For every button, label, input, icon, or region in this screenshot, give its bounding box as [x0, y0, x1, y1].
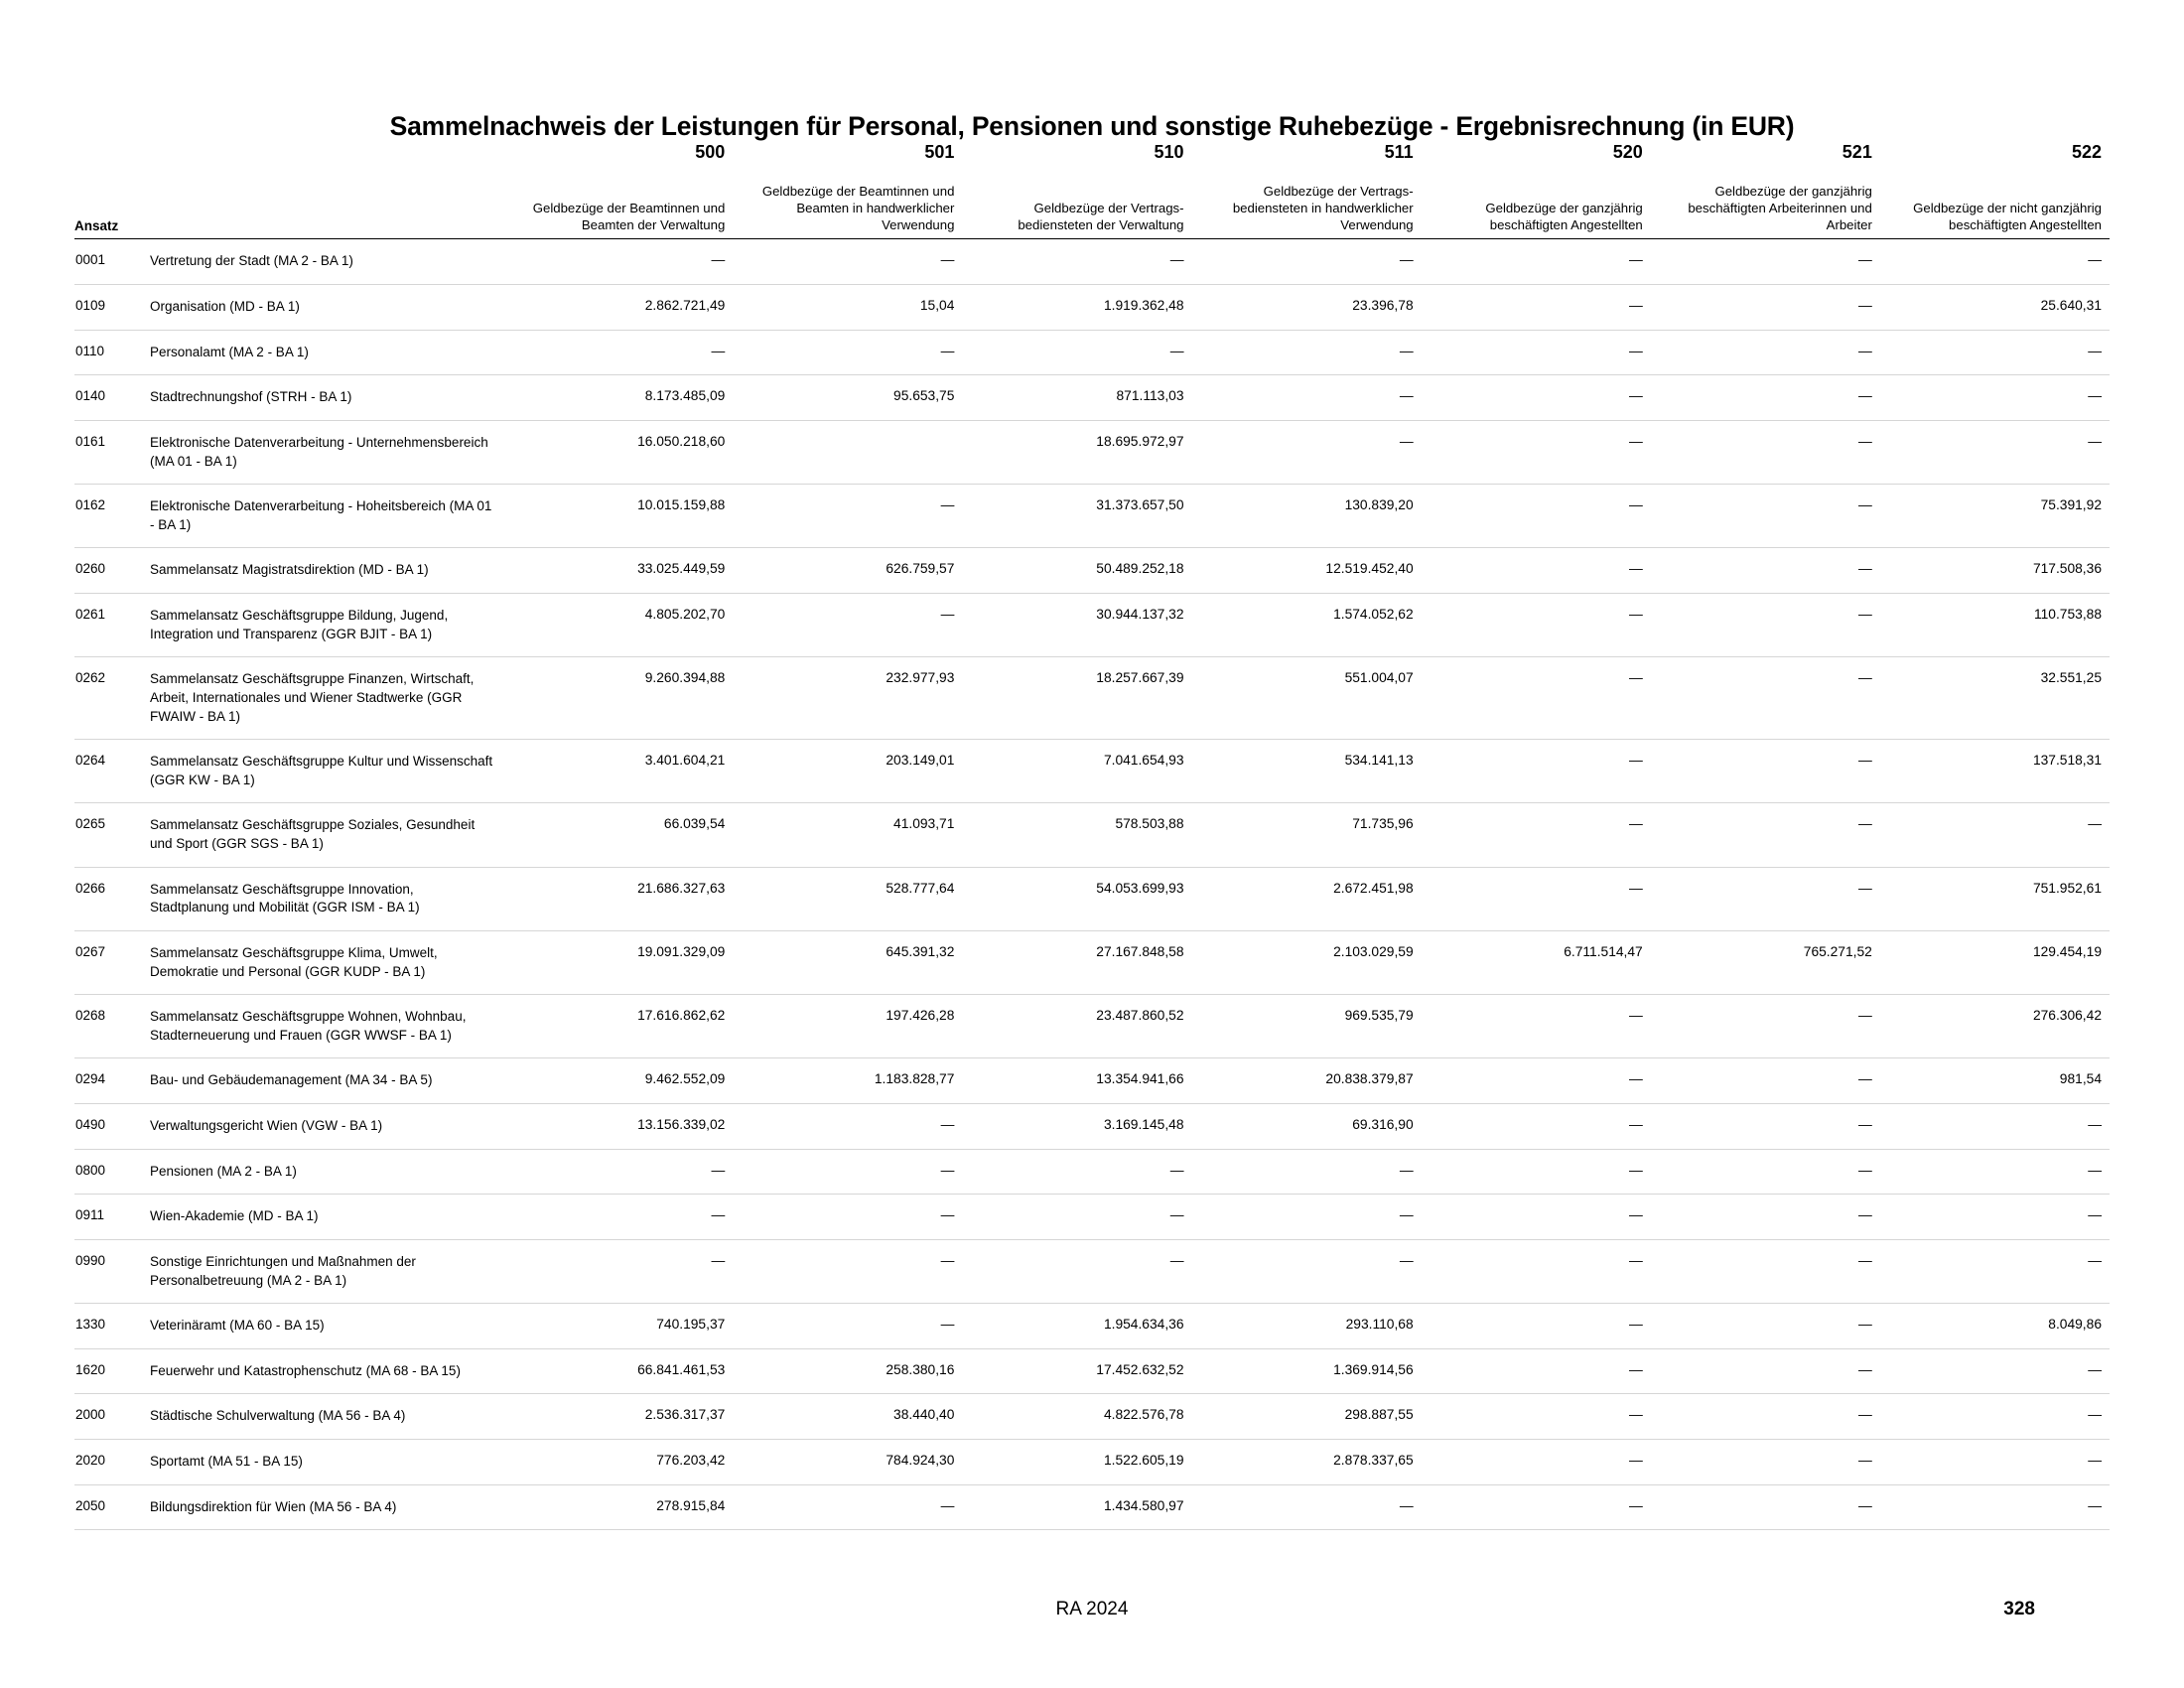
- row-description: Sammelansatz Geschäftsgruppe Finanzen, Wirtschaft, Arbeit, Internationales und Wiener Stadtwerke (GGR FWAIW - BA 1): [136, 657, 503, 740]
- row-value-520: —: [1422, 239, 1651, 285]
- row-value-511: 293.110,68: [1192, 1304, 1422, 1349]
- row-value-521: —: [1651, 1058, 1880, 1104]
- column-header-ansatz: Ansatz: [74, 183, 136, 239]
- row-description: Sammelansatz Magistratsdirektion (MD - BA 1): [136, 548, 503, 594]
- row-value-510: —: [962, 1149, 1191, 1195]
- row-value-520: —: [1422, 594, 1651, 657]
- row-description: Feuerwehr und Katastrophenschutz (MA 68 - BA 15): [136, 1348, 503, 1394]
- row-value-501: —: [733, 239, 962, 285]
- table-row: [74, 930, 2110, 994]
- column-header-522: Geldbezüge der nicht ganzjährig beschäftigten Angestellten: [1880, 183, 2110, 239]
- row-ansatz: 0911: [74, 1195, 136, 1240]
- row-value-522: —: [1880, 1394, 2110, 1440]
- row-value-510: —: [962, 1195, 1191, 1240]
- row-value-510: —: [962, 1239, 1191, 1303]
- footer-label: RA 2024: [1055, 1599, 1129, 1619]
- row-value-500: 10.015.159,88: [503, 485, 733, 548]
- row-value-501: 232.977,93: [733, 657, 962, 740]
- row-value-522: —: [1880, 1440, 2110, 1485]
- row-value-510: 30.944.137,32: [962, 594, 1191, 657]
- row-value-500: 33.025.449,59: [503, 548, 733, 594]
- table-header: [74, 142, 2110, 239]
- row-value-522: —: [1880, 330, 2110, 375]
- table-row: [74, 1440, 2110, 1485]
- row-ansatz: 2050: [74, 1484, 136, 1530]
- row-value-501: —: [733, 1104, 962, 1150]
- row-description: Sammelansatz Geschäftsgruppe Soziales, Gesundheit und Sport (GGR SGS - BA 1): [136, 803, 503, 867]
- row-value-521: —: [1651, 330, 1880, 375]
- row-value-520: —: [1422, 1394, 1651, 1440]
- row-value-510: 54.053.699,93: [962, 867, 1191, 930]
- row-description: Städtische Schulverwaltung (MA 56 - BA 4): [136, 1394, 503, 1440]
- row-value-520: —: [1422, 548, 1651, 594]
- row-value-510: 1.954.634,36: [962, 1304, 1191, 1349]
- row-value-521: —: [1651, 285, 1880, 331]
- table-row: [74, 803, 2110, 867]
- row-value-501: —: [733, 594, 962, 657]
- row-value-510: 871.113,03: [962, 375, 1191, 421]
- row-value-511: 23.396,78: [1192, 285, 1422, 331]
- row-value-500: 9.260.394,88: [503, 657, 733, 740]
- row-value-522: 8.049,86: [1880, 1304, 2110, 1349]
- row-ansatz: 0261: [74, 594, 136, 657]
- row-value-510: 50.489.252,18: [962, 548, 1191, 594]
- row-description: Organisation (MD - BA 1): [136, 285, 503, 331]
- row-value-520: —: [1422, 1304, 1651, 1349]
- row-value-501: 645.391,32: [733, 930, 962, 994]
- row-ansatz: 0162: [74, 485, 136, 548]
- row-value-500: 8.173.485,09: [503, 375, 733, 421]
- row-ansatz: 0990: [74, 1239, 136, 1303]
- row-value-511: 2.878.337,65: [1192, 1440, 1422, 1485]
- row-value-500: 776.203,42: [503, 1440, 733, 1485]
- row-value-511: 71.735,96: [1192, 803, 1422, 867]
- row-ansatz: 0110: [74, 330, 136, 375]
- row-value-500: 19.091.329,09: [503, 930, 733, 994]
- row-value-521: —: [1651, 803, 1880, 867]
- row-value-500: 9.462.552,09: [503, 1058, 733, 1104]
- row-value-522: —: [1880, 420, 2110, 484]
- row-value-520: —: [1422, 1348, 1651, 1394]
- row-value-510: 27.167.848,58: [962, 930, 1191, 994]
- row-value-511: —: [1192, 239, 1422, 285]
- table-body: [74, 239, 2110, 1530]
- row-value-522: 25.640,31: [1880, 285, 2110, 331]
- row-value-520: —: [1422, 1440, 1651, 1485]
- row-description: Sammelansatz Geschäftsgruppe Wohnen, Wohnbau, Stadterneuerung und Frauen (GGR WWSF - BA 1): [136, 995, 503, 1058]
- column-number-522: 522: [2071, 142, 2102, 162]
- row-value-521: —: [1651, 867, 1880, 930]
- row-value-522: —: [1880, 1149, 2110, 1195]
- row-value-520: —: [1422, 1058, 1651, 1104]
- row-value-511: —: [1192, 1149, 1422, 1195]
- row-ansatz: 0800: [74, 1149, 136, 1195]
- row-value-521: —: [1651, 657, 1880, 740]
- row-value-520: —: [1422, 420, 1651, 484]
- row-description: Sonstige Einrichtungen und Maßnahmen der Personalbetreuung (MA 2 - BA 1): [136, 1239, 503, 1303]
- table-row: [74, 239, 2110, 285]
- row-value-521: —: [1651, 375, 1880, 421]
- column-number-510: 510: [1154, 142, 1184, 162]
- row-ansatz: 0265: [74, 803, 136, 867]
- row-ansatz: 0490: [74, 1104, 136, 1150]
- table-row: [74, 330, 2110, 375]
- table-row: [74, 1195, 2110, 1240]
- row-value-500: —: [503, 1239, 733, 1303]
- table-row: [74, 740, 2110, 803]
- row-ansatz: 1620: [74, 1348, 136, 1394]
- row-value-522: —: [1880, 1484, 2110, 1530]
- row-value-501: —: [733, 1195, 962, 1240]
- row-value-510: —: [962, 330, 1191, 375]
- row-description: Sportamt (MA 51 - BA 15): [136, 1440, 503, 1485]
- row-value-522: —: [1880, 1195, 2110, 1240]
- row-description: Vertretung der Stadt (MA 2 - BA 1): [136, 239, 503, 285]
- row-value-500: —: [503, 330, 733, 375]
- row-value-522: 751.952,61: [1880, 867, 2110, 930]
- row-value-520: 6.711.514,47: [1422, 930, 1651, 994]
- column-number-row: [74, 142, 2110, 183]
- row-value-511: 1.574.052,62: [1192, 594, 1422, 657]
- table-row: [74, 867, 2110, 930]
- row-description: Veterinäramt (MA 60 - BA 15): [136, 1304, 503, 1349]
- row-value-500: —: [503, 239, 733, 285]
- row-value-500: 17.616.862,62: [503, 995, 733, 1058]
- row-value-511: 534.141,13: [1192, 740, 1422, 803]
- table-row: [74, 1394, 2110, 1440]
- row-value-521: —: [1651, 1394, 1880, 1440]
- row-value-522: 276.306,42: [1880, 995, 2110, 1058]
- row-value-501: 95.653,75: [733, 375, 962, 421]
- row-value-521: —: [1651, 1440, 1880, 1485]
- row-value-520: —: [1422, 1484, 1651, 1530]
- row-value-500: —: [503, 1149, 733, 1195]
- row-description: Verwaltungsgericht Wien (VGW - BA 1): [136, 1104, 503, 1150]
- row-value-522: —: [1880, 375, 2110, 421]
- row-value-521: —: [1651, 1304, 1880, 1349]
- column-number-500: 500: [695, 142, 726, 162]
- row-value-500: 13.156.339,02: [503, 1104, 733, 1150]
- row-value-520: —: [1422, 1149, 1651, 1195]
- row-description: Sammelansatz Geschäftsgruppe Innovation, Stadtplanung und Mobilität (GGR ISM - BA 1): [136, 867, 503, 930]
- row-value-522: —: [1880, 239, 2110, 285]
- row-value-500: 278.915,84: [503, 1484, 733, 1530]
- row-value-520: —: [1422, 1239, 1651, 1303]
- row-ansatz: 0266: [74, 867, 136, 930]
- row-value-520: —: [1422, 375, 1651, 421]
- table-row: [74, 1304, 2110, 1349]
- table-row: [74, 995, 2110, 1058]
- row-value-521: —: [1651, 548, 1880, 594]
- row-value-501: 784.924,30: [733, 1440, 962, 1485]
- row-value-511: 12.519.452,40: [1192, 548, 1422, 594]
- table-row: [74, 1348, 2110, 1394]
- row-value-522: 981,54: [1880, 1058, 2110, 1104]
- row-value-501: —: [733, 1484, 962, 1530]
- table-row: [74, 1239, 2110, 1303]
- row-description: Sammelansatz Geschäftsgruppe Klima, Umwelt, Demokratie und Personal (GGR KUDP - BA 1): [136, 930, 503, 994]
- row-value-501: 1.183.828,77: [733, 1058, 962, 1104]
- column-header-511: Geldbezüge der Vertrags-bediensteten in handwerklicher Verwendung: [1192, 183, 1422, 239]
- column-header-501: Geldbezüge der Beamtinnen und Beamten in handwerklicher Verwendung: [733, 183, 962, 239]
- column-header-500: Geldbezüge der Beamtinnen und Beamten der Verwaltung: [503, 183, 733, 239]
- row-value-522: —: [1880, 803, 2110, 867]
- row-value-522: 32.551,25: [1880, 657, 2110, 740]
- row-value-522: —: [1880, 1239, 2110, 1303]
- row-value-521: —: [1651, 420, 1880, 484]
- row-value-520: —: [1422, 657, 1651, 740]
- row-value-501: —: [733, 1149, 962, 1195]
- row-value-522: 137.518,31: [1880, 740, 2110, 803]
- row-value-511: 969.535,79: [1192, 995, 1422, 1058]
- row-value-520: —: [1422, 1104, 1651, 1150]
- row-value-510: 23.487.860,52: [962, 995, 1191, 1058]
- column-number-521: 521: [1842, 142, 1872, 162]
- row-value-511: —: [1192, 375, 1422, 421]
- table-row: [74, 375, 2110, 421]
- row-value-511: —: [1192, 1195, 1422, 1240]
- row-value-501: [733, 420, 962, 484]
- row-ansatz: 0264: [74, 740, 136, 803]
- row-value-501: 258.380,16: [733, 1348, 962, 1394]
- row-value-511: 298.887,55: [1192, 1394, 1422, 1440]
- table-row: [74, 548, 2110, 594]
- row-value-521: —: [1651, 1348, 1880, 1394]
- row-value-521: —: [1651, 1239, 1880, 1303]
- page-footer: [0, 1599, 2184, 1628]
- row-value-521: —: [1651, 1484, 1880, 1530]
- column-header-521: Geldbezüge der ganzjährig beschäftigten Arbeiterinnen und Arbeiter: [1651, 183, 1880, 239]
- row-value-500: 2.862.721,49: [503, 285, 733, 331]
- row-value-521: —: [1651, 1104, 1880, 1150]
- row-value-500: —: [503, 1195, 733, 1240]
- row-value-510: 578.503,88: [962, 803, 1191, 867]
- row-value-501: 38.440,40: [733, 1394, 962, 1440]
- row-value-510: 1.522.605,19: [962, 1440, 1191, 1485]
- row-value-521: —: [1651, 594, 1880, 657]
- row-value-521: —: [1651, 239, 1880, 285]
- row-ansatz: 0161: [74, 420, 136, 484]
- row-value-511: 69.316,90: [1192, 1104, 1422, 1150]
- row-value-501: —: [733, 485, 962, 548]
- table-row: [74, 1149, 2110, 1195]
- page-title: Sammelnachweis der Leistungen für Personal, Pensionen und sonstige Ruhebezüge - Ergebnisrechnung (in EUR): [389, 111, 1795, 141]
- row-value-521: —: [1651, 1149, 1880, 1195]
- row-value-511: —: [1192, 330, 1422, 375]
- row-value-520: —: [1422, 740, 1651, 803]
- row-ansatz: 0109: [74, 285, 136, 331]
- row-value-520: —: [1422, 995, 1651, 1058]
- table-row: [74, 657, 2110, 740]
- row-description: Elektronische Datenverarbeitung - Unternehmensbereich (MA 01 - BA 1): [136, 420, 503, 484]
- row-value-510: 1.919.362,48: [962, 285, 1191, 331]
- row-value-522: 717.508,36: [1880, 548, 2110, 594]
- row-value-500: 16.050.218,60: [503, 420, 733, 484]
- row-value-521: 765.271,52: [1651, 930, 1880, 994]
- row-value-520: —: [1422, 803, 1651, 867]
- row-value-510: 31.373.657,50: [962, 485, 1191, 548]
- row-description: Elektronische Datenverarbeitung - Hoheitsbereich (MA 01 - BA 1): [136, 485, 503, 548]
- row-value-522: —: [1880, 1348, 2110, 1394]
- row-ansatz: 0294: [74, 1058, 136, 1104]
- row-description: Bau- und Gebäudemanagement (MA 34 - BA 5): [136, 1058, 503, 1104]
- row-value-501: —: [733, 330, 962, 375]
- row-value-511: 130.839,20: [1192, 485, 1422, 548]
- row-value-501: 15,04: [733, 285, 962, 331]
- row-value-510: 7.041.654,93: [962, 740, 1191, 803]
- row-value-501: —: [733, 1304, 962, 1349]
- column-header-510: Geldbezüge der Vertrags-bediensteten der Verwaltung: [962, 183, 1191, 239]
- row-value-511: 551.004,07: [1192, 657, 1422, 740]
- row-ansatz: 0262: [74, 657, 136, 740]
- row-ansatz: 1330: [74, 1304, 136, 1349]
- row-value-511: —: [1192, 420, 1422, 484]
- row-value-501: —: [733, 1239, 962, 1303]
- row-value-522: 129.454,19: [1880, 930, 2110, 994]
- row-value-501: 197.426,28: [733, 995, 962, 1058]
- row-value-520: —: [1422, 285, 1651, 331]
- row-description: Personalamt (MA 2 - BA 1): [136, 330, 503, 375]
- row-value-521: —: [1651, 740, 1880, 803]
- row-value-511: —: [1192, 1484, 1422, 1530]
- row-value-500: 66.039,54: [503, 803, 733, 867]
- row-value-501: 41.093,71: [733, 803, 962, 867]
- column-header-row: [74, 183, 2110, 239]
- row-description: Wien-Akademie (MD - BA 1): [136, 1195, 503, 1240]
- row-value-521: —: [1651, 1195, 1880, 1240]
- table-row: [74, 1484, 2110, 1530]
- row-value-511: 2.672.451,98: [1192, 867, 1422, 930]
- row-description: Stadtrechnungshof (STRH - BA 1): [136, 375, 503, 421]
- row-ansatz: 0268: [74, 995, 136, 1058]
- row-value-521: —: [1651, 485, 1880, 548]
- row-value-511: 2.103.029,59: [1192, 930, 1422, 994]
- row-description: Sammelansatz Geschäftsgruppe Kultur und Wissenschaft (GGR KW - BA 1): [136, 740, 503, 803]
- table-row: [74, 1058, 2110, 1104]
- table-row: [74, 285, 2110, 331]
- row-value-500: 740.195,37: [503, 1304, 733, 1349]
- column-number-501: 501: [924, 142, 955, 162]
- row-value-510: —: [962, 239, 1191, 285]
- row-ansatz: 0267: [74, 930, 136, 994]
- row-ansatz: 0001: [74, 239, 136, 285]
- row-value-510: 1.434.580,97: [962, 1484, 1191, 1530]
- row-value-500: 4.805.202,70: [503, 594, 733, 657]
- row-value-510: 13.354.941,66: [962, 1058, 1191, 1104]
- row-ansatz: 0140: [74, 375, 136, 421]
- table-row: [74, 594, 2110, 657]
- table-row: [74, 1104, 2110, 1150]
- financial-table: [74, 142, 2110, 1530]
- row-value-522: 110.753,88: [1880, 594, 2110, 657]
- table-row: [74, 420, 2110, 484]
- row-value-511: 1.369.914,56: [1192, 1348, 1422, 1394]
- row-value-510: 17.452.632,52: [962, 1348, 1191, 1394]
- row-ansatz: 0260: [74, 548, 136, 594]
- row-value-520: —: [1422, 485, 1651, 548]
- row-value-522: —: [1880, 1104, 2110, 1150]
- row-value-510: 18.695.972,97: [962, 420, 1191, 484]
- row-description: Pensionen (MA 2 - BA 1): [136, 1149, 503, 1195]
- row-value-520: —: [1422, 330, 1651, 375]
- column-number-511: 511: [1384, 142, 1414, 162]
- row-ansatz: 2020: [74, 1440, 136, 1485]
- row-description: Bildungsdirektion für Wien (MA 56 - BA 4): [136, 1484, 503, 1530]
- table-row: [74, 485, 2110, 548]
- row-value-522: 75.391,92: [1880, 485, 2110, 548]
- column-number-520: 520: [1612, 142, 1643, 162]
- row-value-521: —: [1651, 995, 1880, 1058]
- row-value-501: 203.149,01: [733, 740, 962, 803]
- row-value-500: 66.841.461,53: [503, 1348, 733, 1394]
- row-value-510: 18.257.667,39: [962, 657, 1191, 740]
- row-value-500: 3.401.604,21: [503, 740, 733, 803]
- page-number: 328: [2003, 1599, 2035, 1619]
- row-value-501: 528.777,64: [733, 867, 962, 930]
- row-value-510: 4.822.576,78: [962, 1394, 1191, 1440]
- row-value-501: 626.759,57: [733, 548, 962, 594]
- row-value-510: 3.169.145,48: [962, 1104, 1191, 1150]
- row-ansatz: 2000: [74, 1394, 136, 1440]
- row-value-520: —: [1422, 1195, 1651, 1240]
- column-header-520: Geldbezüge der ganzjährig beschäftigten Angestellten: [1422, 183, 1651, 239]
- row-description: Sammelansatz Geschäftsgruppe Bildung, Jugend, Integration und Transparenz (GGR BJIT - BA 1): [136, 594, 503, 657]
- row-value-511: —: [1192, 1239, 1422, 1303]
- row-value-500: 21.686.327,63: [503, 867, 733, 930]
- row-value-520: —: [1422, 867, 1651, 930]
- row-value-511: 20.838.379,87: [1192, 1058, 1422, 1104]
- row-value-500: 2.536.317,37: [503, 1394, 733, 1440]
